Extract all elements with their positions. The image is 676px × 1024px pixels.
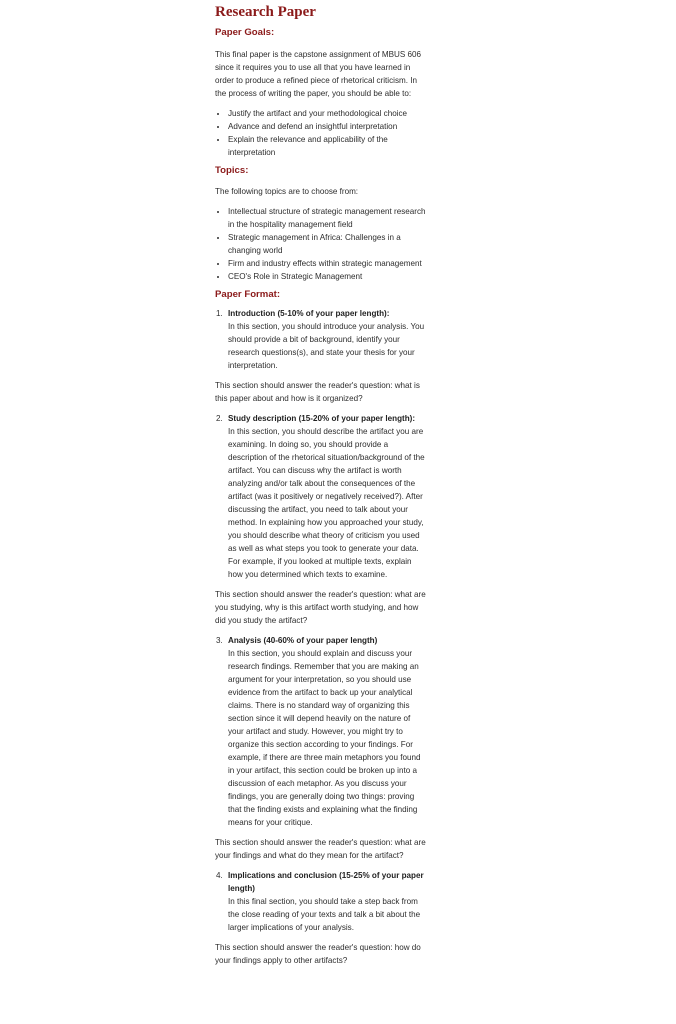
format-item-number: 1. [216, 309, 223, 318]
topics-intro: The following topics are to choose from: [215, 187, 359, 196]
format-item-question: This section should answer the reader's question: what is this paper about and how is it organized? [215, 381, 420, 403]
format-item-implications [215, 869, 427, 934]
format-item-text: In this final section, you should take a step back from the close reading of your texts and talk a bit about the larger implications of your analysis. [228, 897, 421, 932]
format-item-text: In this section, you should introduce your analysis. You should provide a bit of background, identify your research questions(s), and state your thesis for your interpretation. [228, 322, 425, 370]
format-item-analysis [215, 634, 427, 829]
format-item-number: 3. [216, 636, 223, 645]
format-item-introduction [215, 307, 427, 372]
topics-section [215, 164, 427, 283]
topics-list [215, 205, 427, 283]
format-item-number: 2. [216, 414, 223, 423]
goals-heading: Paper Goals: [215, 27, 275, 38]
format-item-question: This section should answer the reader's question: how do your findings apply to other artifacts? [215, 943, 421, 965]
goals-section [215, 26, 427, 159]
topics-item: • Intellectual structure of strategic management research in the hospitality management field [228, 205, 427, 231]
page-title: Research Paper [215, 4, 316, 20]
goals-list [215, 107, 427, 159]
goals-item: • Advance and defend an insightful interpretation [228, 120, 427, 133]
format-item-number: 4. [216, 871, 223, 880]
document-column [215, 2, 427, 967]
format-item-study-description [215, 412, 427, 581]
format-item-text: In this section, you should explain and discuss your research findings. Remember that you are making an argument for your interpretation, so you should use evidence from the artifact to back up your analytical claims. There is no standard way of organizing this section since it will depend heavily on the nature of your artifact and study. However, you might try to organize this section according to your findings. For example, if there are three main metaphors you found in your artifact, this section could be broken up into a discussion of each metaphor. As you discuss your findings, you are generally doing two things: proving that the finding exists and explaining what the finding means for your critique. [228, 649, 421, 827]
goals-item: • Justify the artifact and your methodological choice [228, 107, 427, 120]
format-item-text: In this section, you should describe the artifact you are examining. In doing so, you should provide a description of the rhetorical situation/background of the artifact. You can discuss why the artifact is worth analyzing and/or talk about the consequences of the artifact (was it positively or negatively received?). After discussing the artifact, you need to talk about your method. In explaining how you approached your study, you should describe what theory of criticism you used as well as what steps you took to generate your data. For example, if you looked at multiple texts, explain how you determined which texts to examine. [228, 427, 425, 579]
format-heading: Paper Format: [215, 289, 281, 300]
format-item-heading: Introduction (5-10% of your paper length): [228, 309, 390, 318]
format-item-heading: Analysis (40-60% of your paper length) [228, 636, 378, 645]
goals-item: • Explain the relevance and applicability of the interpretation [228, 133, 427, 159]
format-item-heading: Study description (15-20% of your paper length): [228, 414, 416, 423]
goals-intro: This final paper is the capstone assignment of MBUS 606 since it requires you to use all that you have learned in order to produce a refined piece of rhetorical criticism. In the process of writing the paper, you should be able to: [215, 50, 422, 98]
format-item-question: This section should answer the reader's question: what are you studying, why is this artifact worth studying, and how did you study the artifact? [215, 590, 426, 625]
topics-item: • Strategic management in Africa: Challenges in a changing world [228, 231, 427, 257]
topics-item: • Firm and industry effects within strategic management [228, 257, 427, 270]
format-list [215, 307, 427, 967]
format-section [215, 288, 427, 967]
format-item-question: This section should answer the reader's question: what are your findings and what do they mean for the artifact? [215, 838, 426, 860]
topics-heading: Topics: [215, 165, 249, 176]
format-item-heading: Implications and conclusion (15-25% of your paper length) [228, 871, 424, 893]
topics-item: • CEO's Role in Strategic Management [228, 270, 427, 283]
